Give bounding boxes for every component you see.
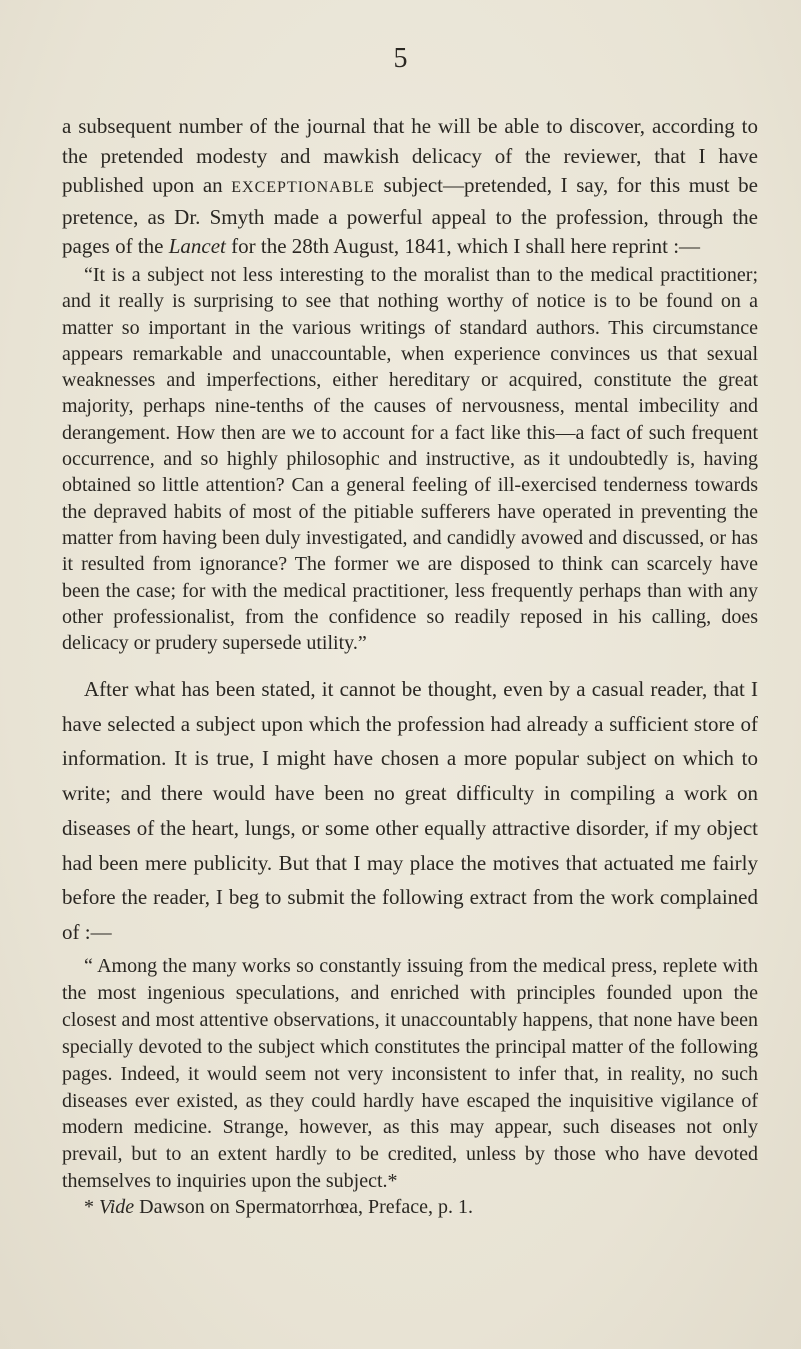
paragraph-1-text-c: for the 28th August, 1841, which I shall here reprint :— xyxy=(225,234,701,259)
page-number: 5 xyxy=(393,43,408,74)
paragraph-2: After what has been stated, it cannot be thought, even by a casual reader, that I have selected a subject upon which the profession had already a sufficient store of information. It is true, I might have chosen a more popular subject on which to write; and there would have been no great difficulty in compiling a work on diseases of the heart, lungs, or some other equally attractive disorder, if my object had been mere publicity. But that I may place the motives that actuated me fairly before the reader, I beg to submit the following extract from the work complained of :— xyxy=(62,677,758,944)
footnote-text: Dawson on Spermatorrhœa, Preface, p. 1. xyxy=(134,1196,473,1218)
paragraph-1-text-b: subject—pretended, I say, for this must be pretence, as Dr. Smyth made a powerful appeal to the profession, through the pages of the xyxy=(62,173,759,259)
footnote-vide: Vide xyxy=(99,1196,135,1218)
paragraph-1 xyxy=(62,112,758,262)
footnote-marker: * xyxy=(84,1196,99,1218)
paragraph-1-small-caps: EXCEPTIONABLE xyxy=(231,179,375,197)
journal-name: Lancet xyxy=(168,234,226,259)
quotation-1: “It is a subject not less interesting to the moralist than to the medical practitioner; and it really is surprising to see that nothing worthy of notice is to be found on a matter so important in the various writings of standard authors. This circumstance appears remarkable and unaccountable, when experience convinces us that sexual weaknesses and imperfections, either hereditary or acquired, constitute the great majority, perhaps nine-tenths of the causes of nervousness, mental imbecility and derangement. How then are we to account for a fact like this—a fact of such frequent occurrence, and so highly philosophic and instructive, as it undoubtedly is, having obtained so little attention? Can a general feeling of ill-exercised tenderness towards the depraved habits of most of the pitiable sufferers have operated in preventing the matter from having been duly investigated, and candidly avowed and discussed, or has it resulted from ignorance? The former we are disposed to think can scarcely have been the case; for with the medical practitioner, less frequently perhaps than with any other professionalist, from the confidence so readily reposed in his calling, does delicacy or prudery supersede utility.” xyxy=(62,264,758,655)
paragraph-1-text-a: a subsequent number of the journal that he will be able to discover, according to the pretended modesty and mawkish delicacy of the reviewer, that I have published upon an xyxy=(62,114,758,198)
footnote xyxy=(62,1194,758,1220)
quotation-2: “ Among the many works so constantly issuing from the medical press, replete with the most ingenious speculations, and enriched with principles founded upon the closest and most attentive observations, it unaccountably happens, that none have been specially devoted to the subject which constitutes the principal matter of the following pages. Indeed, it would seem not very inconsistent to infer that, in reality, no such diseases ever existed, as they could hardly have escaped the inquisitive vigilance of modern medicine. Strange, however, as this may appear, such diseases not only prevail, but to an extent hardly to be credited, unless by those who have devoted themselves to inquiries upon the subject.* xyxy=(62,955,758,1193)
